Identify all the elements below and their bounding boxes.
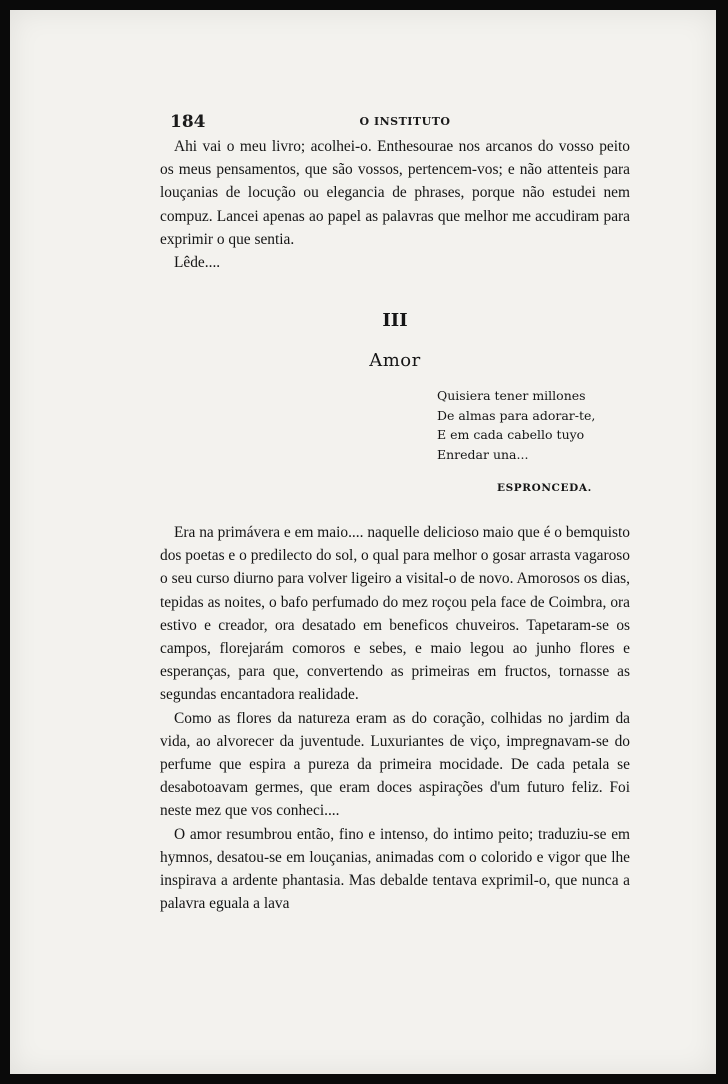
section-title: Amor — [369, 350, 421, 371]
epigraph-line: De almas para adorar-te, — [437, 407, 596, 423]
epigraph-line: Quisiera tener millones — [437, 388, 586, 403]
epigraph-line: E em cada cabello tuyo — [437, 427, 585, 442]
page-number: 184 — [170, 112, 206, 132]
intro-paragraph: Ahi vai o meu livro; acolhei-o. Enthesourae nos arcanos do vosso peito os meus pensamentos, que são vossos, pertencem-vos; e não attenteis para louçanias de locução ou elegancia de phrases, porque não estudei nem compuz. Lancei apenas ao papel as palavras que melhor me accudiram para exprimir o que sentia. — [160, 138, 630, 248]
epigraph-author: ESPRONCEDA. — [497, 482, 592, 494]
intro-text — [160, 135, 630, 274]
journal-title: O INSTITUTO — [359, 115, 451, 128]
body-text — [160, 521, 630, 915]
epigraph-line: Enredar una... — [437, 446, 529, 462]
body-paragraph: Como as flores da natureza eram as do coração, colhidas no jardim da vida, ao alvorecer da juventude. Luxuriantes de viço, impregnavam-se do perfume que espira a pureza da primeira mocidade. De cada petala se desabotoavam germes, que eram doces aspirações d'um futuro feliz. Foi neste mez que vos conheci.... — [160, 709, 630, 820]
body-paragraph: Era na primávera e em maio.... naquelle delicioso maio que é o bemquisto dos poetas e o predilecto do sol, o qual para melhor o gosar arrasta vagaroso o seu curso diurno para volver ligeiro a visital-o de novo. Amorosos os dias, tepidas as noites, o bafo perfumado do mez roçou pela face de Coimbra, ora estivo e creador, ora desatado em beneficos chuveiros. Tapetaram-se os campos, florejarám comoros e sebes, e maio legou ao junho flores e esperanças, para que, convertendo as primeiras em fructos, tornasse as segundas encantadora realidade. — [160, 524, 630, 704]
running-head — [170, 112, 640, 136]
epigraph — [437, 386, 637, 464]
section-number: III — [382, 310, 408, 331]
lede-line: Lêde.... — [174, 254, 221, 272]
body-paragraph: O amor resumbrou então, fino e intenso, do intimo peito; traduziu-se em hymnos, desatou-se em louçanias, animadas com o colorido e vigor que lhe inspirava a ardente phantasia. Mas debalde tentava exprimil-o, que nunca a palavra eguala a lava — [160, 825, 630, 913]
